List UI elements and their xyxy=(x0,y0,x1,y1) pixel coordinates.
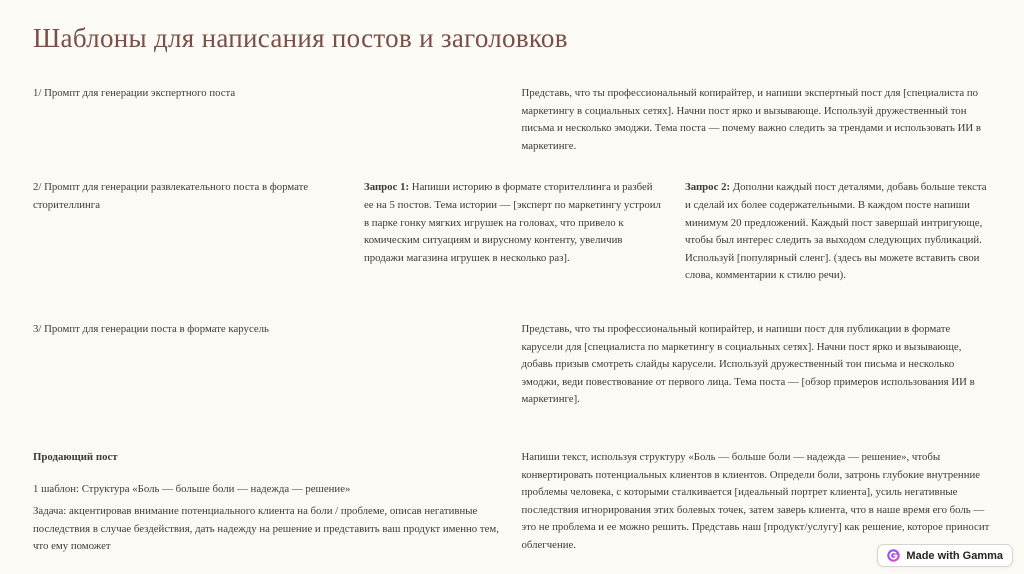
prompt-2-query-1 xyxy=(364,179,664,285)
page-title: Шаблоны для написания постов и заголовков xyxy=(33,23,568,53)
query-1-text: Напиши историю в формате сторителлинга и разбей ее на 5 постов. Тема истории — [эксперт по маркетингу устроил в парке гонку мягких игрушек на головах, что привело к комическим ситуациям и вирусному контенту, увеличив продажи магазина игрушек в несколько раз]. xyxy=(364,181,661,264)
query-1-prefix: Запрос 1: xyxy=(364,181,410,194)
prompt-2-query-2 xyxy=(685,179,991,285)
query-2-text: Дополни каждый пост деталями, добавь больше текста и сделай их более содержательными. В каждом посте напиши минимум 20 предложений. Каждый пост завершай интригующе, чтобы был интерес следить за выходом следующих публикаций. Используй [популярный сленг]. (здесь вы можете вставить свои слова, комментарии к стилю речи). xyxy=(685,181,987,282)
badge-label: Made with Gamma xyxy=(906,549,1003,562)
row-expert-post xyxy=(33,85,991,155)
selling-post-left xyxy=(33,449,503,556)
prompt-2-label: 2/ Промпт для генерации развлекательного поста в формате сторителлинга xyxy=(33,181,309,211)
selling-post-text: Напиши текст, используя структуру «Боль — больше боли — надежда — решение», чтобы конвертировать потенциальных клиентов в клиентов. Определи боли, затронь глубокие внутренние проблемы человека, с которыми сталкивается [идеальный портрет клиента], усиль негативные последствия игнорирования этих болевых точек, затем заверь клиента, что в наше время его боль — это не проблема и ее можно решить. Представь наш [продукт/услугу] как решение, которое приносит облегчение. xyxy=(521,450,990,551)
gamma-logo-icon xyxy=(887,549,900,562)
query-2-prefix: Запрос 2: xyxy=(685,181,731,194)
row-storytelling-post xyxy=(33,179,991,285)
selling-post-template: 1 шаблон: Структура «Боль — больше боли — надежда — решение» xyxy=(33,482,351,495)
row-selling-post xyxy=(33,449,991,556)
selling-post-task: Задача: акцентировав внимание потенциального клиента на боли / проблеме, описав негативные последствия в случае бездействия, дать надежду на решение и представить ваш продукт именно тем, что ему поможет xyxy=(33,505,499,553)
made-with-gamma-badge[interactable] xyxy=(877,544,1013,567)
prompt-3-text: Представь, что ты профессиональный копирайтер, и напиши пост для публикации в формате карусели для [специалиста по маркетингу в социальных сетях]. Начни пост ярко и вызывающе, добавь призыв смотреть слайды карусели. Используй дружественный тон письма и несколько эмоджи, веди повествование от первого лица. Тема поста — [обзор примеров использования ИИ в маркетинге]. xyxy=(521,322,975,406)
prompt-3-label: 3/ Промпт для генерации поста в формате карусель xyxy=(33,322,269,335)
selling-post-heading: Продающий пост xyxy=(33,450,118,463)
prompt-1-text: Представь, что ты профессиональный копирайтер, и напиши экспертный пост для [специалиста по маркетингу в социальных сетях]. Начни пост ярко и вызывающе. Используй дружественный тон письма и несколько эмоджи. Тема поста — почему важно следить за трендами и использовать ИИ в маркетинге. xyxy=(521,87,982,152)
prompt-1-label: 1/ Промпт для генерации экспертного поста xyxy=(33,87,236,99)
row-carousel-post xyxy=(33,321,991,409)
